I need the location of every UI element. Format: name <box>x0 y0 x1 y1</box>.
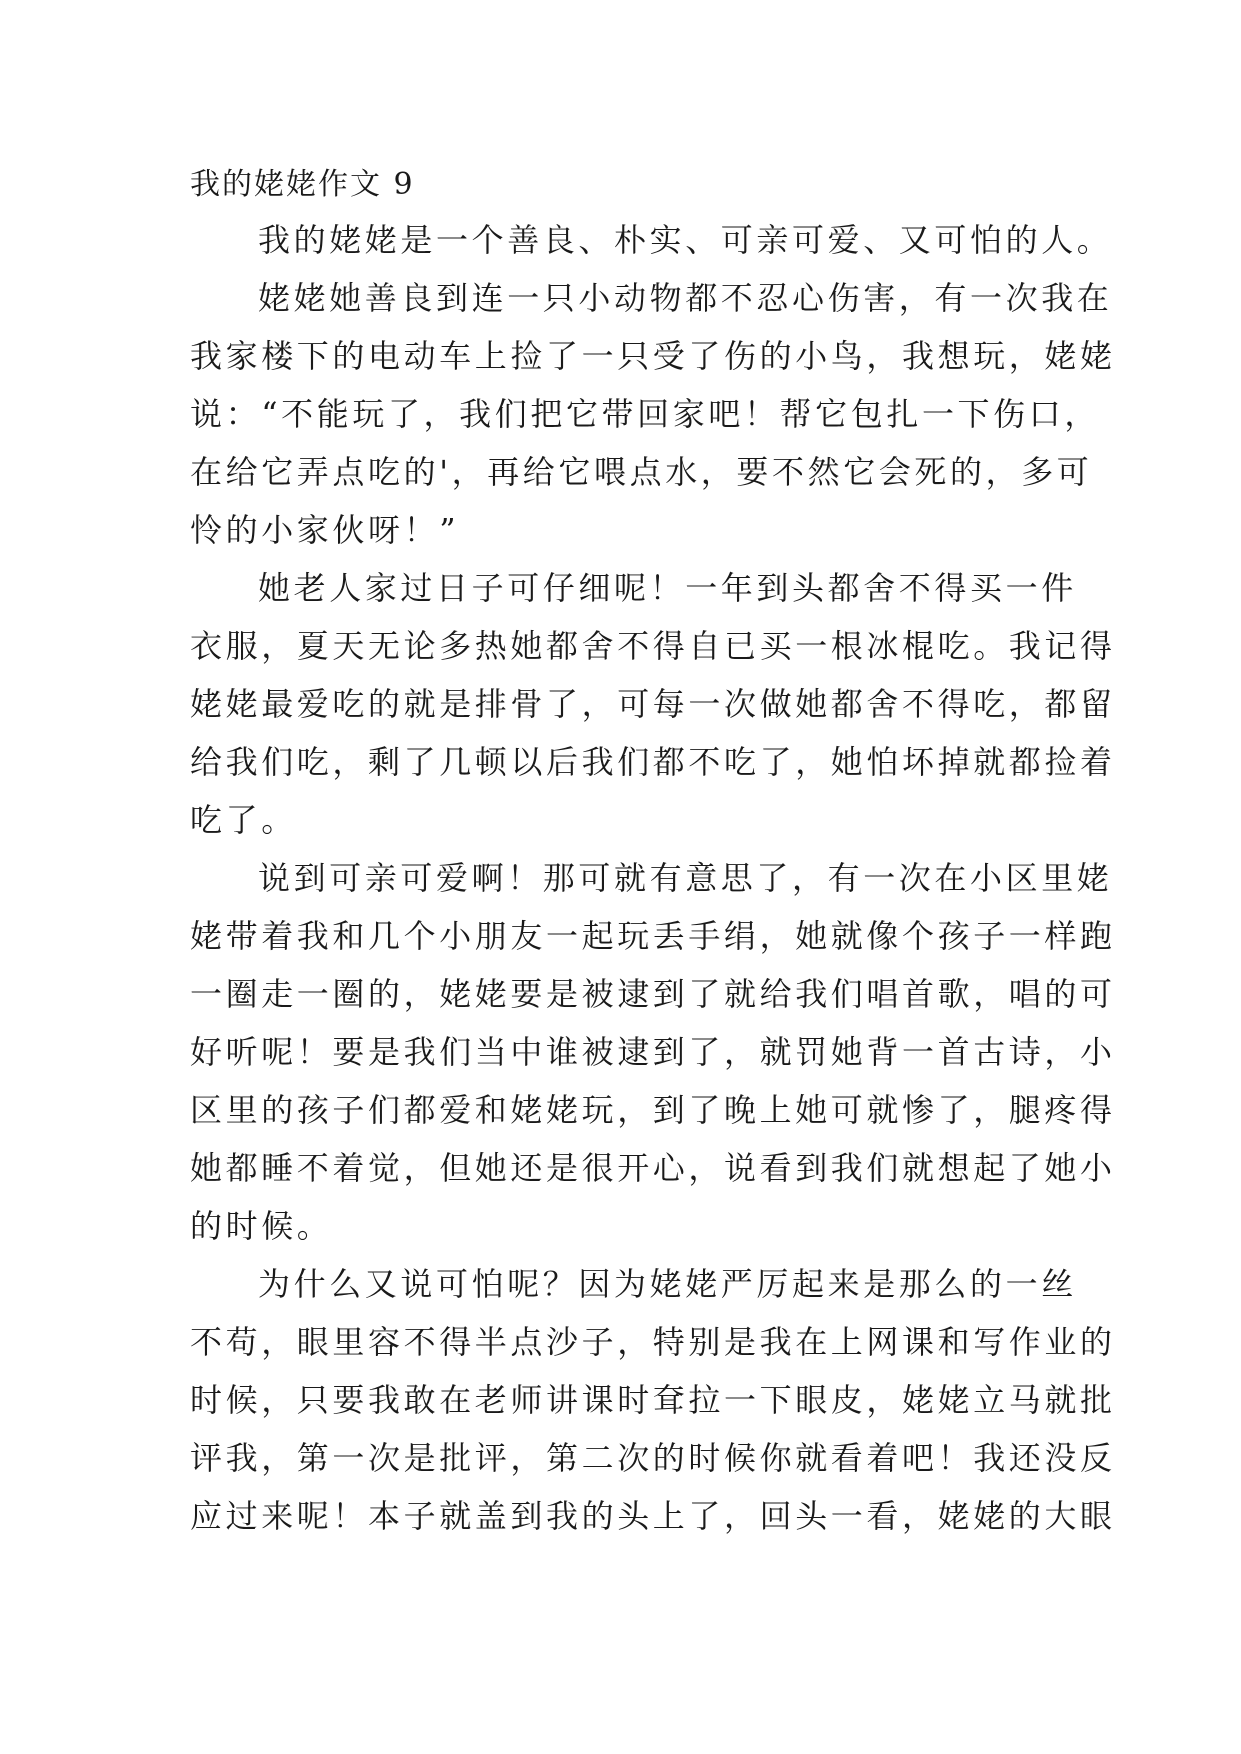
text-line: 在给它弄点吃的'，再给它喂点水，要不然它会死的，多可 <box>190 453 1093 491</box>
text-line: 一圈走一圈的，姥姥要是被逮到了就给我们唱首歌，唱的可 <box>190 975 1116 1013</box>
text-line: 衣服，夏天无论多热她都舍不得自已买一根冰棍吃。我记得 <box>190 627 1116 665</box>
text-line: 吃了。 <box>190 801 297 839</box>
text-line: 为什么又说可怕呢？因为姥姥严厉起来是那么的一丝 <box>258 1265 1077 1303</box>
text-line: 时候，只要我敢在老师讲课时耷拉一下眼皮，姥姥立马就批 <box>190 1381 1116 1419</box>
text-line: 我的姥姥是一个善良、朴实、可亲可爱、又可怕的人。 <box>258 221 1113 259</box>
text-line: 怜的小家伙呀！” <box>190 511 460 549</box>
text-line: 说：“不能玩了，我们把它带回家吧！帮它包扎一下伤口， <box>190 395 1100 433</box>
text-line: 的时候。 <box>190 1207 333 1245</box>
text-line: 区里的孩子们都爱和姥姥玩，到了晚上她可就惨了，腿疼得 <box>190 1091 1116 1129</box>
text-line: 她老人家过日子可仔细呢！一年到头都舍不得买一件 <box>258 569 1077 607</box>
text-line: 说到可亲可爱啊！那可就有意思了，有一次在小区里姥 <box>258 859 1113 897</box>
document-title: 我的姥姥作文 9 <box>190 167 415 202</box>
text-line: 应过来呢！本子就盖到我的头上了，回头一看，姥姥的大眼 <box>190 1497 1116 1535</box>
text-line: 她都睡不着觉，但她还是很开心，说看到我们就想起了她小 <box>190 1149 1116 1187</box>
text-line: 好听呢！要是我们当中谁被逮到了，就罚她背一首古诗，小 <box>190 1033 1116 1071</box>
text-line: 不苟，眼里容不得半点沙子，特别是我在上网课和写作业的 <box>190 1323 1116 1361</box>
text-line: 我家楼下的电动车上捡了一只受了伤的小鸟，我想玩，姥姥 <box>190 337 1116 375</box>
text-line: 评我，第一次是批评，第二次的时候你就看着吧！我还没反 <box>190 1439 1116 1477</box>
text-line: 姥姥她善良到连一只小动物都不忍心伤害，有一次我在 <box>258 279 1113 317</box>
text-line: 姥姥最爱吃的就是排骨了，可每一次做她都舍不得吃，都留 <box>190 685 1116 723</box>
text-line: 姥带着我和几个小朋友一起玩丢手绢，她就像个孩子一样跑 <box>190 917 1116 955</box>
text-line: 给我们吃，剩了几顿以后我们都不吃了，她怕坏掉就都捡着 <box>190 743 1116 781</box>
